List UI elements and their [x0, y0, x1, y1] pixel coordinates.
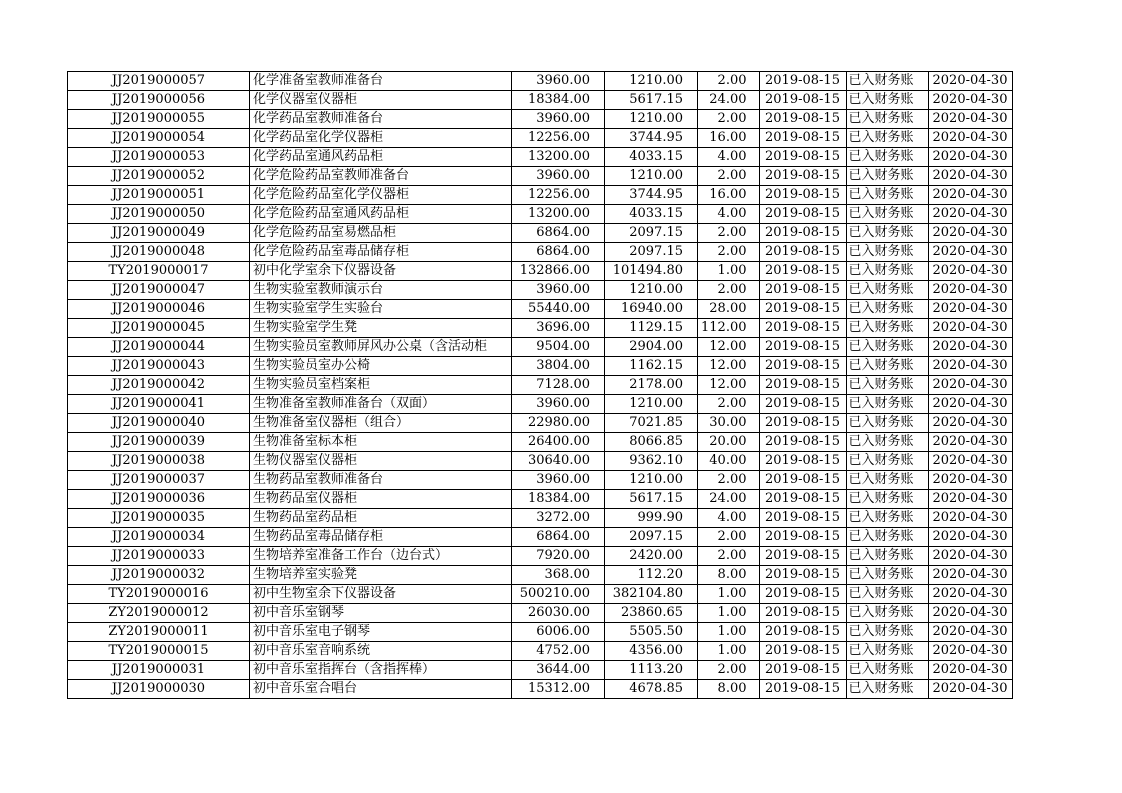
net-value-cell: 23860.65 — [605, 604, 698, 623]
original-value-cell: 12256.00 — [512, 186, 605, 205]
acquired-date-cell: 2019-08-15 — [759, 528, 846, 547]
asset-id-cell: ZY2019000012 — [68, 604, 250, 623]
asset-name-cell: 生物实验室学生实验台 — [250, 300, 512, 319]
original-value-cell: 7128.00 — [512, 376, 605, 395]
acquired-date-cell: 2019-08-15 — [759, 414, 846, 433]
net-value-cell: 1210.00 — [605, 471, 698, 490]
status-cell: 已入财务账 — [846, 547, 928, 566]
original-value-cell: 6864.00 — [512, 528, 605, 547]
asset-id-cell: JJ2019000032 — [68, 566, 250, 585]
original-value-cell: 3960.00 — [512, 72, 605, 91]
quantity-cell: 2.00 — [698, 72, 760, 91]
acquired-date-cell: 2019-08-15 — [759, 281, 846, 300]
acquired-date-cell: 2019-08-15 — [759, 642, 846, 661]
table-row — [68, 186, 1013, 205]
acquired-date-cell: 2019-08-15 — [759, 148, 846, 167]
status-cell: 已入财务账 — [846, 338, 928, 357]
status-cell: 已入财务账 — [846, 604, 928, 623]
net-value-cell: 7021.85 — [605, 414, 698, 433]
net-value-cell: 2420.00 — [605, 547, 698, 566]
asset-id-cell: TY2019000015 — [68, 642, 250, 661]
record-date-cell: 2020-04-30 — [928, 262, 1012, 281]
table-row — [68, 528, 1013, 547]
record-date-cell: 2020-04-30 — [928, 281, 1012, 300]
table-row — [68, 148, 1013, 167]
status-cell: 已入财务账 — [846, 205, 928, 224]
asset-id-cell: JJ2019000036 — [68, 490, 250, 509]
original-value-cell: 18384.00 — [512, 490, 605, 509]
net-value-cell: 5617.15 — [605, 490, 698, 509]
net-value-cell: 2097.15 — [605, 224, 698, 243]
status-cell: 已入财务账 — [846, 680, 928, 699]
table-row — [68, 205, 1013, 224]
record-date-cell: 2020-04-30 — [928, 395, 1012, 414]
quantity-cell: 4.00 — [698, 148, 760, 167]
asset-name-cell: 化学危险药品室教师准备台 — [250, 167, 512, 186]
status-cell: 已入财务账 — [846, 357, 928, 376]
net-value-cell: 3744.95 — [605, 129, 698, 148]
original-value-cell: 132866.00 — [512, 262, 605, 281]
acquired-date-cell: 2019-08-15 — [759, 110, 846, 129]
status-cell: 已入财务账 — [846, 148, 928, 167]
original-value-cell: 13200.00 — [512, 205, 605, 224]
table-row — [68, 262, 1013, 281]
quantity-cell: 1.00 — [698, 604, 760, 623]
asset-name-cell: 化学仪器室仪器柜 — [250, 91, 512, 110]
table-row — [68, 281, 1013, 300]
asset-name-cell: 生物药品室仪器柜 — [250, 490, 512, 509]
net-value-cell: 1210.00 — [605, 110, 698, 129]
status-cell: 已入财务账 — [846, 414, 928, 433]
asset-id-cell: JJ2019000038 — [68, 452, 250, 471]
quantity-cell: 2.00 — [698, 281, 760, 300]
asset-name-cell: 化学准备室教师准备台 — [250, 72, 512, 91]
net-value-cell: 382104.80 — [605, 585, 698, 604]
original-value-cell: 3960.00 — [512, 110, 605, 129]
status-cell: 已入财务账 — [846, 110, 928, 129]
asset-id-cell: JJ2019000052 — [68, 167, 250, 186]
status-cell: 已入财务账 — [846, 91, 928, 110]
acquired-date-cell: 2019-08-15 — [759, 167, 846, 186]
asset-name-cell: 生物实验员室办公椅 — [250, 357, 512, 376]
table-row — [68, 110, 1013, 129]
asset-id-cell: JJ2019000046 — [68, 300, 250, 319]
asset-id-cell: JJ2019000054 — [68, 129, 250, 148]
status-cell: 已入财务账 — [846, 642, 928, 661]
table-row — [68, 452, 1013, 471]
asset-id-cell: JJ2019000040 — [68, 414, 250, 433]
asset-name-cell: 生物准备室仪器柜（组合） — [250, 414, 512, 433]
record-date-cell: 2020-04-30 — [928, 433, 1012, 452]
asset-name-cell: 生物仪器室仪器柜 — [250, 452, 512, 471]
original-value-cell: 55440.00 — [512, 300, 605, 319]
table-row — [68, 433, 1013, 452]
table-row — [68, 490, 1013, 509]
table-row — [68, 585, 1013, 604]
status-cell: 已入财务账 — [846, 623, 928, 642]
acquired-date-cell: 2019-08-15 — [759, 224, 846, 243]
asset-name-cell: 生物实验员室档案柜 — [250, 376, 512, 395]
table-row — [68, 566, 1013, 585]
record-date-cell: 2020-04-30 — [928, 167, 1012, 186]
original-value-cell: 13200.00 — [512, 148, 605, 167]
asset-rows — [68, 72, 1013, 699]
asset-id-cell: TY2019000017 — [68, 262, 250, 281]
table-row — [68, 395, 1013, 414]
table-row — [68, 680, 1013, 699]
net-value-cell: 4033.15 — [605, 148, 698, 167]
asset-name-cell: 生物准备室标本柜 — [250, 433, 512, 452]
status-cell: 已入财务账 — [846, 528, 928, 547]
original-value-cell: 26030.00 — [512, 604, 605, 623]
status-cell: 已入财务账 — [846, 72, 928, 91]
status-cell: 已入财务账 — [846, 224, 928, 243]
net-value-cell: 4033.15 — [605, 205, 698, 224]
status-cell: 已入财务账 — [846, 395, 928, 414]
asset-name-cell: 生物药品室毒品储存柜 — [250, 528, 512, 547]
asset-id-cell: JJ2019000048 — [68, 243, 250, 262]
record-date-cell: 2020-04-30 — [928, 148, 1012, 167]
original-value-cell: 7920.00 — [512, 547, 605, 566]
status-cell: 已入财务账 — [846, 509, 928, 528]
net-value-cell: 4678.85 — [605, 680, 698, 699]
original-value-cell: 3960.00 — [512, 167, 605, 186]
original-value-cell: 6864.00 — [512, 224, 605, 243]
record-date-cell: 2020-04-30 — [928, 376, 1012, 395]
table-row — [68, 167, 1013, 186]
record-date-cell: 2020-04-30 — [928, 110, 1012, 129]
table-row — [68, 224, 1013, 243]
asset-id-cell: JJ2019000033 — [68, 547, 250, 566]
table-row — [68, 604, 1013, 623]
asset-name-cell: 初中音乐室指挥台（含指挥棒） — [250, 661, 512, 680]
quantity-cell: 1.00 — [698, 623, 760, 642]
original-value-cell: 9504.00 — [512, 338, 605, 357]
acquired-date-cell: 2019-08-15 — [759, 72, 846, 91]
acquired-date-cell: 2019-08-15 — [759, 623, 846, 642]
asset-name-cell: 初中化学室余下仪器设备 — [250, 262, 512, 281]
asset-id-cell: JJ2019000057 — [68, 72, 250, 91]
acquired-date-cell: 2019-08-15 — [759, 205, 846, 224]
original-value-cell: 500210.00 — [512, 585, 605, 604]
quantity-cell: 28.00 — [698, 300, 760, 319]
quantity-cell: 8.00 — [698, 566, 760, 585]
asset-id-cell: JJ2019000041 — [68, 395, 250, 414]
quantity-cell: 24.00 — [698, 490, 760, 509]
record-date-cell: 2020-04-30 — [928, 642, 1012, 661]
record-date-cell: 2020-04-30 — [928, 338, 1012, 357]
quantity-cell: 112.00 — [698, 319, 760, 338]
record-date-cell: 2020-04-30 — [928, 604, 1012, 623]
original-value-cell: 30640.00 — [512, 452, 605, 471]
table-row — [68, 129, 1013, 148]
status-cell: 已入财务账 — [846, 167, 928, 186]
asset-id-cell: JJ2019000056 — [68, 91, 250, 110]
acquired-date-cell: 2019-08-15 — [759, 566, 846, 585]
asset-id-cell: JJ2019000031 — [68, 661, 250, 680]
table-row — [68, 414, 1013, 433]
asset-id-cell: JJ2019000047 — [68, 281, 250, 300]
table-row — [68, 661, 1013, 680]
record-date-cell: 2020-04-30 — [928, 585, 1012, 604]
status-cell: 已入财务账 — [846, 129, 928, 148]
status-cell: 已入财务账 — [846, 243, 928, 262]
asset-id-cell: JJ2019000037 — [68, 471, 250, 490]
quantity-cell: 2.00 — [698, 547, 760, 566]
net-value-cell: 1113.20 — [605, 661, 698, 680]
asset-name-cell: 化学危险药品室通风药品柜 — [250, 205, 512, 224]
record-date-cell: 2020-04-30 — [928, 357, 1012, 376]
table-row — [68, 642, 1013, 661]
asset-name-cell: 生物培养室准备工作台（边台式） — [250, 547, 512, 566]
asset-id-cell: JJ2019000045 — [68, 319, 250, 338]
quantity-cell: 40.00 — [698, 452, 760, 471]
status-cell: 已入财务账 — [846, 300, 928, 319]
net-value-cell: 9362.10 — [605, 452, 698, 471]
quantity-cell: 2.00 — [698, 243, 760, 262]
net-value-cell: 5617.15 — [605, 91, 698, 110]
quantity-cell: 4.00 — [698, 205, 760, 224]
status-cell: 已入财务账 — [846, 566, 928, 585]
record-date-cell: 2020-04-30 — [928, 129, 1012, 148]
table-row — [68, 509, 1013, 528]
quantity-cell: 16.00 — [698, 129, 760, 148]
asset-name-cell: 初中音乐室钢琴 — [250, 604, 512, 623]
net-value-cell: 2178.00 — [605, 376, 698, 395]
record-date-cell: 2020-04-30 — [928, 300, 1012, 319]
net-value-cell: 1129.15 — [605, 319, 698, 338]
record-date-cell: 2020-04-30 — [928, 509, 1012, 528]
acquired-date-cell: 2019-08-15 — [759, 661, 846, 680]
asset-name-cell: 生物实验员室教师屏风办公桌（含活动柜 — [250, 338, 512, 357]
quantity-cell: 2.00 — [698, 528, 760, 547]
table-row — [68, 376, 1013, 395]
status-cell: 已入财务账 — [846, 376, 928, 395]
record-date-cell: 2020-04-30 — [928, 661, 1012, 680]
quantity-cell: 16.00 — [698, 186, 760, 205]
table-row — [68, 91, 1013, 110]
table-row — [68, 338, 1013, 357]
record-date-cell: 2020-04-30 — [928, 414, 1012, 433]
table-row — [68, 357, 1013, 376]
acquired-date-cell: 2019-08-15 — [759, 319, 846, 338]
quantity-cell: 8.00 — [698, 680, 760, 699]
asset-name-cell: 化学危险药品室毒品储存柜 — [250, 243, 512, 262]
quantity-cell: 4.00 — [698, 509, 760, 528]
acquired-date-cell: 2019-08-15 — [759, 262, 846, 281]
asset-id-cell: JJ2019000039 — [68, 433, 250, 452]
quantity-cell: 12.00 — [698, 357, 760, 376]
asset-id-cell: JJ2019000055 — [68, 110, 250, 129]
net-value-cell: 1210.00 — [605, 167, 698, 186]
asset-id-cell: JJ2019000034 — [68, 528, 250, 547]
asset-name-cell: 生物药品室药品柜 — [250, 509, 512, 528]
quantity-cell: 20.00 — [698, 433, 760, 452]
acquired-date-cell: 2019-08-15 — [759, 186, 846, 205]
asset-id-cell: JJ2019000035 — [68, 509, 250, 528]
asset-name-cell: 生物培养室实验凳 — [250, 566, 512, 585]
quantity-cell: 2.00 — [698, 471, 760, 490]
asset-id-cell: JJ2019000049 — [68, 224, 250, 243]
asset-id-cell: JJ2019000050 — [68, 205, 250, 224]
acquired-date-cell: 2019-08-15 — [759, 129, 846, 148]
acquired-date-cell: 2019-08-15 — [759, 604, 846, 623]
record-date-cell: 2020-04-30 — [928, 186, 1012, 205]
net-value-cell: 999.90 — [605, 509, 698, 528]
original-value-cell: 3804.00 — [512, 357, 605, 376]
quantity-cell: 1.00 — [698, 262, 760, 281]
record-date-cell: 2020-04-30 — [928, 547, 1012, 566]
acquired-date-cell: 2019-08-15 — [759, 452, 846, 471]
net-value-cell: 1210.00 — [605, 72, 698, 91]
status-cell: 已入财务账 — [846, 281, 928, 300]
original-value-cell: 3960.00 — [512, 395, 605, 414]
net-value-cell: 2097.15 — [605, 528, 698, 547]
status-cell: 已入财务账 — [846, 585, 928, 604]
net-value-cell: 2097.15 — [605, 243, 698, 262]
asset-name-cell: 生物药品室教师准备台 — [250, 471, 512, 490]
asset-name-cell: 初中音乐室电子钢琴 — [250, 623, 512, 642]
asset-id-cell: JJ2019000030 — [68, 680, 250, 699]
quantity-cell: 24.00 — [698, 91, 760, 110]
asset-id-cell: JJ2019000051 — [68, 186, 250, 205]
asset-id-cell: JJ2019000043 — [68, 357, 250, 376]
record-date-cell: 2020-04-30 — [928, 91, 1012, 110]
quantity-cell: 2.00 — [698, 167, 760, 186]
net-value-cell: 4356.00 — [605, 642, 698, 661]
original-value-cell: 6006.00 — [512, 623, 605, 642]
quantity-cell: 2.00 — [698, 395, 760, 414]
status-cell: 已入财务账 — [846, 490, 928, 509]
acquired-date-cell: 2019-08-15 — [759, 585, 846, 604]
table-row — [68, 471, 1013, 490]
asset-table — [67, 71, 1013, 699]
acquired-date-cell: 2019-08-15 — [759, 490, 846, 509]
net-value-cell: 1210.00 — [605, 281, 698, 300]
asset-name-cell: 化学药品室教师准备台 — [250, 110, 512, 129]
acquired-date-cell: 2019-08-15 — [759, 395, 846, 414]
original-value-cell: 4752.00 — [512, 642, 605, 661]
quantity-cell: 2.00 — [698, 224, 760, 243]
record-date-cell: 2020-04-30 — [928, 680, 1012, 699]
acquired-date-cell: 2019-08-15 — [759, 376, 846, 395]
table-row — [68, 243, 1013, 262]
asset-id-cell: JJ2019000044 — [68, 338, 250, 357]
original-value-cell: 26400.00 — [512, 433, 605, 452]
asset-name-cell: 化学危险药品室易燃品柜 — [250, 224, 512, 243]
acquired-date-cell: 2019-08-15 — [759, 509, 846, 528]
record-date-cell: 2020-04-30 — [928, 623, 1012, 642]
status-cell: 已入财务账 — [846, 319, 928, 338]
quantity-cell: 30.00 — [698, 414, 760, 433]
table-row — [68, 547, 1013, 566]
net-value-cell: 2904.00 — [605, 338, 698, 357]
original-value-cell: 18384.00 — [512, 91, 605, 110]
original-value-cell: 3272.00 — [512, 509, 605, 528]
status-cell: 已入财务账 — [846, 661, 928, 680]
quantity-cell: 1.00 — [698, 642, 760, 661]
table-row — [68, 319, 1013, 338]
asset-id-cell: JJ2019000053 — [68, 148, 250, 167]
record-date-cell: 2020-04-30 — [928, 319, 1012, 338]
record-date-cell: 2020-04-30 — [928, 72, 1012, 91]
table-row — [68, 623, 1013, 642]
record-date-cell: 2020-04-30 — [928, 205, 1012, 224]
quantity-cell: 12.00 — [698, 376, 760, 395]
status-cell: 已入财务账 — [846, 186, 928, 205]
asset-id-cell: ZY2019000011 — [68, 623, 250, 642]
original-value-cell: 3696.00 — [512, 319, 605, 338]
record-date-cell: 2020-04-30 — [928, 452, 1012, 471]
acquired-date-cell: 2019-08-15 — [759, 243, 846, 262]
original-value-cell: 15312.00 — [512, 680, 605, 699]
table-row — [68, 72, 1013, 91]
net-value-cell: 5505.50 — [605, 623, 698, 642]
quantity-cell: 12.00 — [698, 338, 760, 357]
net-value-cell: 1210.00 — [605, 395, 698, 414]
original-value-cell: 3960.00 — [512, 281, 605, 300]
quantity-cell: 2.00 — [698, 110, 760, 129]
record-date-cell: 2020-04-30 — [928, 490, 1012, 509]
status-cell: 已入财务账 — [846, 452, 928, 471]
net-value-cell: 1162.15 — [605, 357, 698, 376]
asset-id-cell: TY2019000016 — [68, 585, 250, 604]
net-value-cell: 16940.00 — [605, 300, 698, 319]
record-date-cell: 2020-04-30 — [928, 566, 1012, 585]
record-date-cell: 2020-04-30 — [928, 471, 1012, 490]
net-value-cell: 112.20 — [605, 566, 698, 585]
asset-name-cell: 生物实验室教师演示台 — [250, 281, 512, 300]
quantity-cell: 2.00 — [698, 661, 760, 680]
acquired-date-cell: 2019-08-15 — [759, 471, 846, 490]
acquired-date-cell: 2019-08-15 — [759, 300, 846, 319]
original-value-cell: 3644.00 — [512, 661, 605, 680]
record-date-cell: 2020-04-30 — [928, 243, 1012, 262]
asset-name-cell: 化学危险药品室化学仪器柜 — [250, 186, 512, 205]
acquired-date-cell: 2019-08-15 — [759, 680, 846, 699]
original-value-cell: 22980.00 — [512, 414, 605, 433]
asset-name-cell: 生物准备室教师准备台（双面） — [250, 395, 512, 414]
record-date-cell: 2020-04-30 — [928, 528, 1012, 547]
quantity-cell: 1.00 — [698, 585, 760, 604]
original-value-cell: 368.00 — [512, 566, 605, 585]
original-value-cell: 3960.00 — [512, 471, 605, 490]
asset-name-cell: 初中音乐室合唱台 — [250, 680, 512, 699]
asset-name-cell: 化学药品室通风药品柜 — [250, 148, 512, 167]
acquired-date-cell: 2019-08-15 — [759, 357, 846, 376]
acquired-date-cell: 2019-08-15 — [759, 547, 846, 566]
asset-name-cell: 初中生物室余下仪器设备 — [250, 585, 512, 604]
acquired-date-cell: 2019-08-15 — [759, 338, 846, 357]
net-value-cell: 8066.85 — [605, 433, 698, 452]
asset-name-cell: 化学药品室化学仪器柜 — [250, 129, 512, 148]
status-cell: 已入财务账 — [846, 433, 928, 452]
asset-name-cell: 初中音乐室音响系统 — [250, 642, 512, 661]
asset-id-cell: JJ2019000042 — [68, 376, 250, 395]
record-date-cell: 2020-04-30 — [928, 224, 1012, 243]
original-value-cell: 12256.00 — [512, 129, 605, 148]
status-cell: 已入财务账 — [846, 471, 928, 490]
acquired-date-cell: 2019-08-15 — [759, 91, 846, 110]
status-cell: 已入财务账 — [846, 262, 928, 281]
net-value-cell: 101494.80 — [605, 262, 698, 281]
asset-name-cell: 生物实验室学生凳 — [250, 319, 512, 338]
original-value-cell: 6864.00 — [512, 243, 605, 262]
acquired-date-cell: 2019-08-15 — [759, 433, 846, 452]
net-value-cell: 3744.95 — [605, 186, 698, 205]
table-row — [68, 300, 1013, 319]
